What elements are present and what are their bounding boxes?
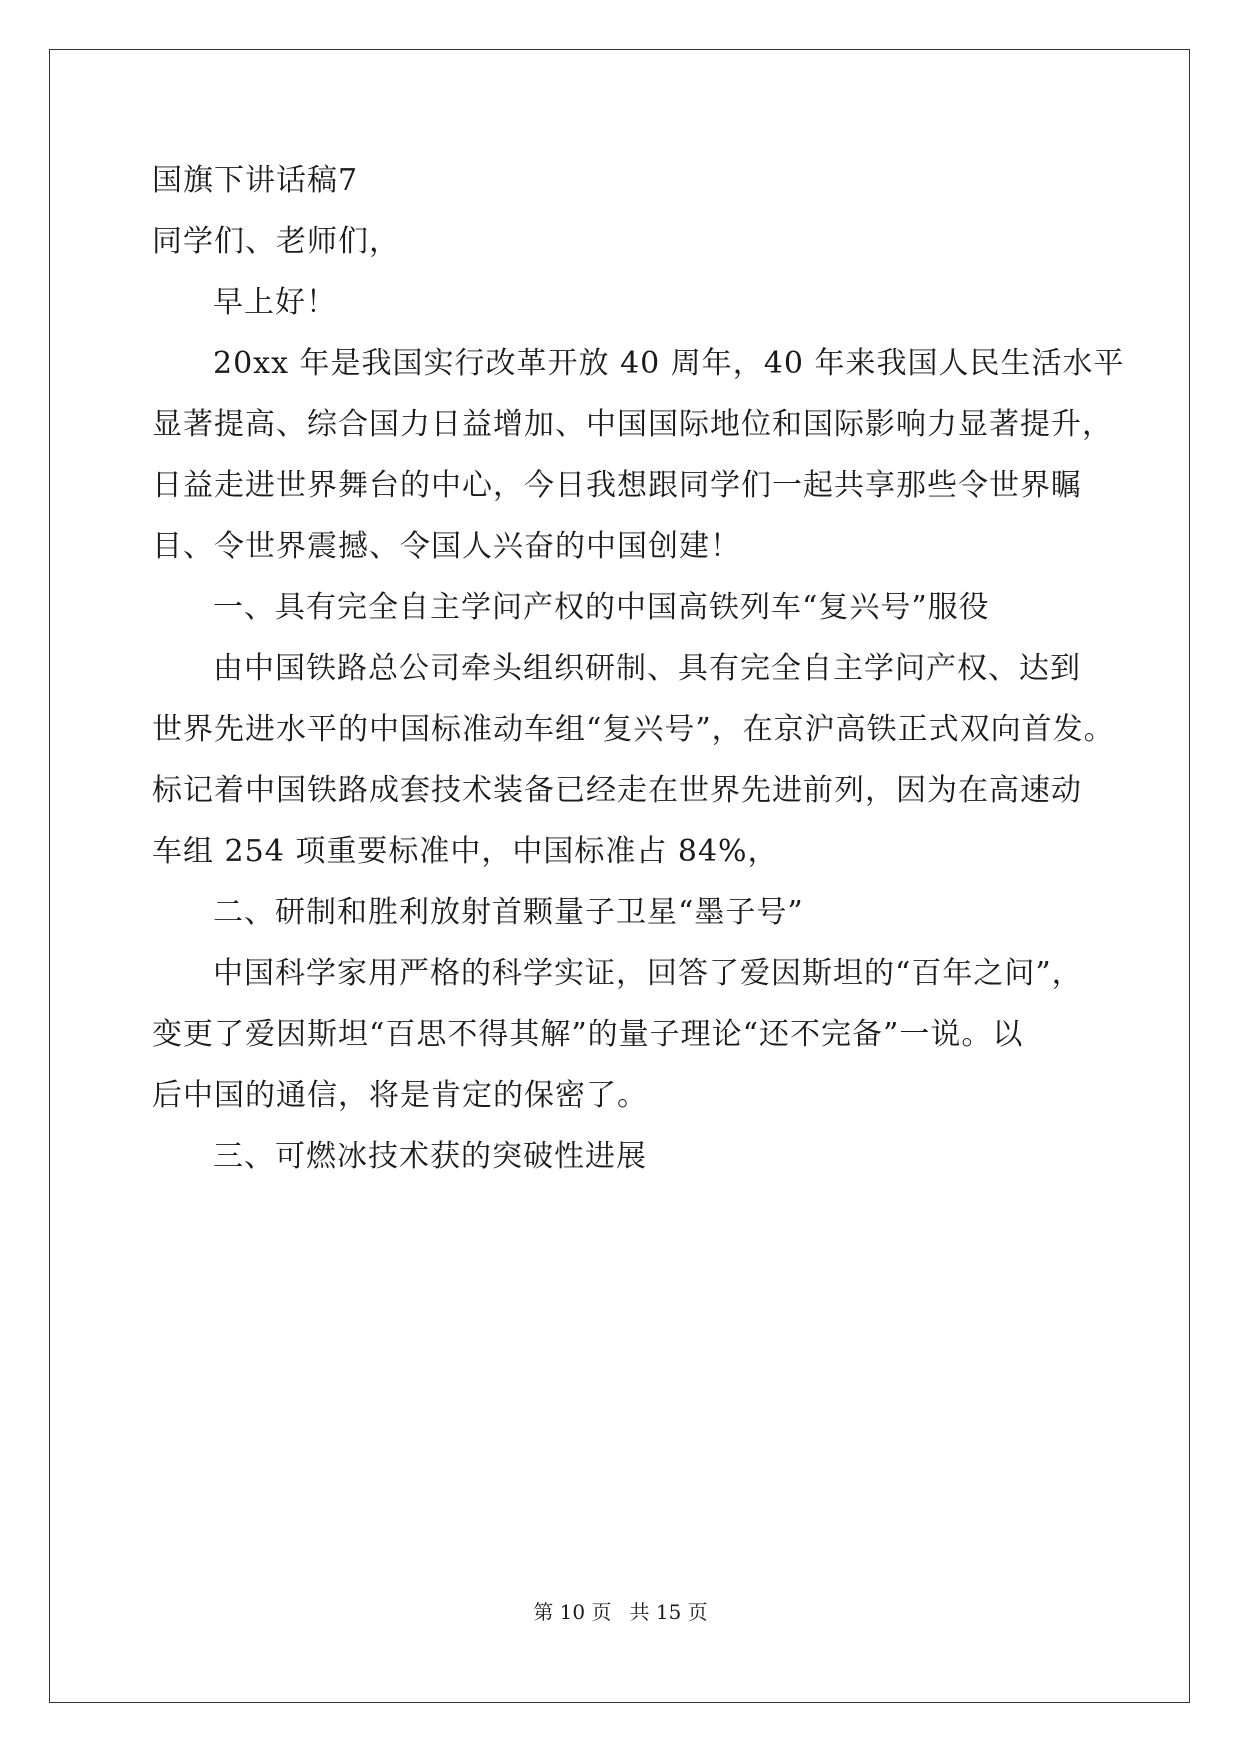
paragraph-line: 变更了爱因斯坦“百思不得其解”的量子理论“还不完备”一说。以 xyxy=(152,1017,1024,1052)
paragraph-line: 车组 254 项重要标准中，中国标准占 84%， xyxy=(152,834,779,869)
document-title: 国旗下讲话稿7 xyxy=(152,163,359,198)
paragraph-line: 世界先进水平的中国标准动车组“复兴号”，在京沪高铁正式双向首发。 xyxy=(152,712,1115,747)
paragraph-line: 20xx 年是我国实行改革开放 40 周年，40 年来我国人民生活水平 xyxy=(213,346,1125,381)
salutation: 同学们、老师们， xyxy=(152,224,400,259)
heading-line: 二、研制和胜利放射首颗量子卫星“墨子号” xyxy=(213,895,804,930)
paragraph-line: 标记着中国铁路成套技术装备已经走在世界先进前列，因为在高速动 xyxy=(152,773,1082,808)
document-body xyxy=(152,150,1125,1187)
paragraph-line: 日益走进世界舞台的中心，今日我想跟同学们一起共享那些令世界瞩 xyxy=(152,468,1082,503)
page-number: 第 10 页 xyxy=(533,1600,612,1624)
paragraph-line: 显著提高、综合国力日益增加、中国国际地位和国际影响力显著提升， xyxy=(152,407,1113,442)
paragraph-line: 目、令世界震撼、令国人兴奋的中国创建！ xyxy=(152,529,741,564)
paragraph-line: 由中国铁路总公司牵头组织研制、具有完全自主学问产权、达到 xyxy=(213,651,1081,686)
heading-line: 一、具有完全自主学问产权的中国高铁列车“复兴号”服役 xyxy=(213,590,990,625)
greeting: 早上好！ xyxy=(213,285,337,320)
paragraph xyxy=(152,638,1115,882)
section-heading xyxy=(152,577,1092,638)
paragraph xyxy=(152,943,1092,1126)
section-heading xyxy=(152,882,1092,943)
heading-line: 三、可燃冰技术获的突破性进展 xyxy=(213,1139,647,1174)
paragraph-line: 中国科学家用严格的科学实证，回答了爱因斯坦的“百年之问”， xyxy=(213,956,1083,991)
page-total: 共 15 页 xyxy=(629,1600,708,1624)
page-footer xyxy=(0,1598,1241,1626)
paragraph xyxy=(152,333,1125,577)
paragraph-line: 后中国的通信，将是肯定的保密了。 xyxy=(152,1078,648,1113)
section-heading xyxy=(152,1126,1092,1187)
